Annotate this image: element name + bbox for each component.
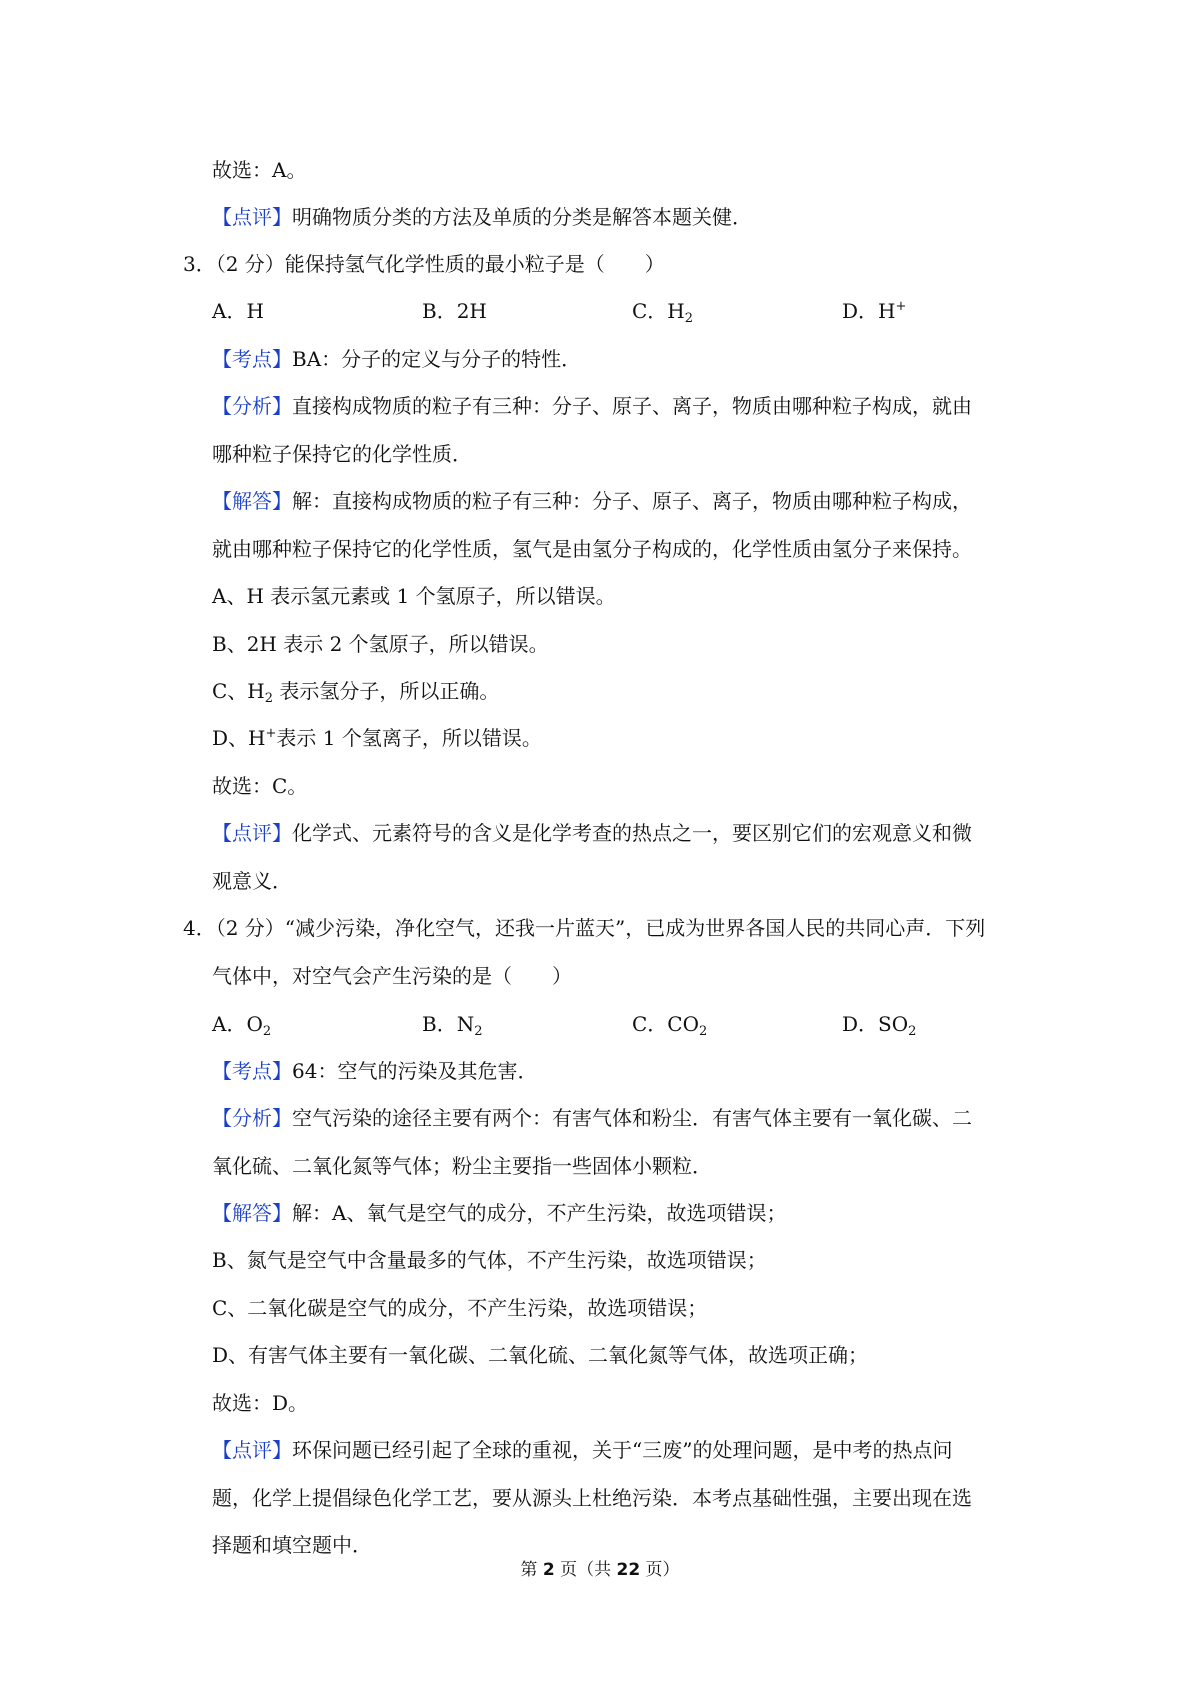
jieda-tag: 【解答】	[212, 489, 292, 513]
q4-choice-d: D．$SO_2$	[842, 1012, 917, 1039]
jieda-q3-line1: 【解答】解：直接构成物质的粒子有三种：分子、原子、离子，物质由哪种粒子构成，	[212, 489, 972, 513]
final-answer-q2: 故选：A。	[212, 158, 307, 182]
comment-q3-line1: 【点评】化学式、元素符号的含义是化学考查的热点之一，要区别它们的宏观意义和微	[212, 821, 972, 845]
fenxi-q3-line2: 哪种粒子保持它的化学性质．	[212, 442, 472, 466]
q3-explain-b: B、2H 表示 2 个氢原子，所以错误。	[212, 632, 549, 656]
q4-explain-d: D、有害气体主要有一氧化碳、二氧化硫、二氧化氮等气体，故选项正确；	[212, 1343, 869, 1367]
q4-choice-b: B．$N_2$	[422, 1012, 483, 1039]
fenxi-tag: 【分析】	[212, 1106, 292, 1130]
kaodian-q3: 【考点】BA：分子的定义与分子的特性．	[212, 347, 582, 371]
jieda-tag: 【解答】	[212, 1201, 292, 1225]
fenxi-q3-line1: 【分析】直接构成物质的粒子有三种：分子、原子、离子，物质由哪种粒子构成，就由	[212, 394, 972, 418]
comment-q4-line3: 择题和填空题中．	[212, 1533, 372, 1557]
fenxi-tag: 【分析】	[212, 394, 292, 418]
q3-choice-c: C．$H_2$	[632, 299, 694, 326]
comment-q4-line1: 【点评】环保问题已经引起了全球的重视，关于“三废”的处理问题，是中考的热点问	[212, 1438, 953, 1462]
q4-choice-c: C．$CO_2$	[632, 1012, 708, 1039]
comment-q2: 【点评】明确物质分类的方法及单质的分类是解答本题关健．	[212, 205, 752, 229]
q4-choice-a: A．$O_2$	[212, 1012, 272, 1039]
jieda-q3-line2: 就由哪种粒子保持它的化学性质，氢气是由氢分子构成的，化学性质由氢分子来保持。	[212, 537, 972, 561]
question-3: 3．（2 分）能保持氢气化学性质的最小粒子是（ ）	[183, 252, 665, 276]
q4-choices	[212, 1010, 1052, 1038]
question-4-line2: 气体中，对空气会产生污染的是（ ）	[212, 964, 572, 988]
q4-explain-c: C、二氧化碳是空气的成分，不产生污染，故选项错误；	[212, 1296, 708, 1320]
q3-explain-a: A、H 表示氢元素或 1 个氢原子，所以错误。	[212, 584, 616, 608]
q4-explain-b: B、氮气是空气中含量最多的气体，不产生污染，故选项错误；	[212, 1248, 767, 1272]
comment-tag: 【点评】	[212, 205, 292, 229]
q3-explain-d: D、H+表示 1 个氢离子，所以错误。	[212, 726, 542, 750]
fenxi-q4-line2: 氧化硫、二氧化氮等气体；粉尘主要指一些固体小颗粒．	[212, 1154, 712, 1178]
page-number: 2	[542, 1560, 555, 1580]
comment-q3-line2: 观意义．	[212, 869, 292, 893]
comment-tag: 【点评】	[212, 1438, 292, 1462]
q3-choice-b: B．2H	[422, 299, 487, 323]
q3-choices	[212, 297, 1052, 325]
kaodian-tag: 【考点】	[212, 1059, 292, 1083]
page-total: 22	[616, 1560, 641, 1580]
comment-q4-line2: 题，化学上提倡绿色化学工艺，要从源头上杜绝污染．本考点基础性强，主要出现在选	[212, 1486, 972, 1510]
comment-tag: 【点评】	[212, 821, 292, 845]
final-answer-q3: 故选：C。	[212, 774, 308, 798]
q3-choice-d: D．H+	[842, 299, 907, 323]
kaodian-q4: 【考点】64：空气的污染及其危害．	[212, 1059, 538, 1083]
final-answer-q4: 故选：D。	[212, 1391, 309, 1415]
question-4-line1: 4．（2 分）“减少污染，净化空气，还我一片蓝天”，已成为世界各国人民的共同心声．下列	[183, 916, 986, 940]
jieda-q4-line1: 【解答】解：A、氧气是空气的成分，不产生污染，故选项错误；	[212, 1201, 787, 1225]
kaodian-tag: 【考点】	[212, 347, 292, 371]
fenxi-q4-line1: 【分析】空气污染的途径主要有两个：有害气体和粉尘．有害气体主要有一氧化碳、二	[212, 1106, 972, 1130]
q3-explain-c: C、$H_2$ 表示氢分子，所以正确。	[212, 679, 500, 706]
page-footer: 第 2 页（共 22 页）	[520, 1560, 680, 1580]
q3-choice-a: A．H	[212, 299, 264, 323]
